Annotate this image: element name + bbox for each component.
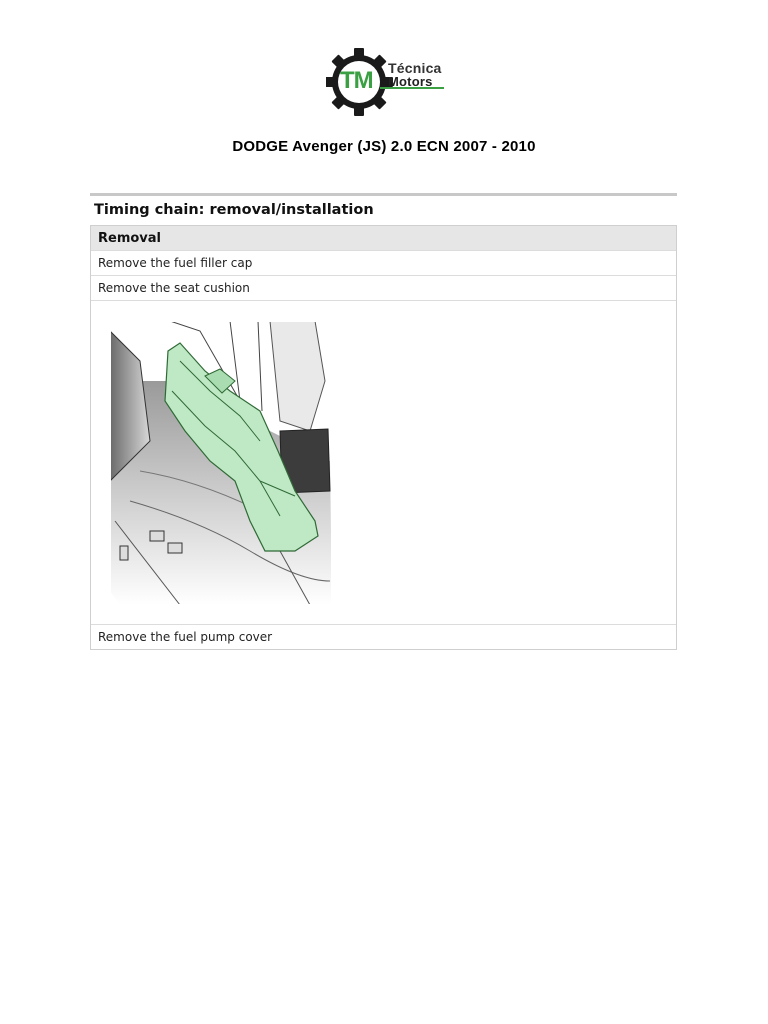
- table-row: [91, 275, 676, 300]
- table-row: [91, 624, 676, 649]
- procedure-table: [90, 225, 677, 650]
- logo-initials: TM: [340, 67, 373, 94]
- logo-word-tecnica: Técnica: [388, 60, 442, 76]
- table-header-label: Removal: [98, 230, 162, 246]
- step-text: Remove the seat cushion: [98, 281, 250, 295]
- step-text: Remove the fuel filler cap: [98, 256, 253, 270]
- table-header: [91, 226, 676, 250]
- step-text: Remove the fuel pump cover: [98, 630, 273, 644]
- table-row-figure: [91, 300, 676, 624]
- logo-word-motors: Motors: [388, 74, 433, 89]
- table-row: [91, 250, 676, 275]
- section-title: Timing chain: removal/installation: [94, 202, 374, 218]
- divider: [90, 193, 677, 196]
- seat-cushion-illustration: [110, 321, 332, 605]
- document-title: DODGE Avenger (JS) 2.0 ECN 2007 - 2010: [232, 138, 536, 155]
